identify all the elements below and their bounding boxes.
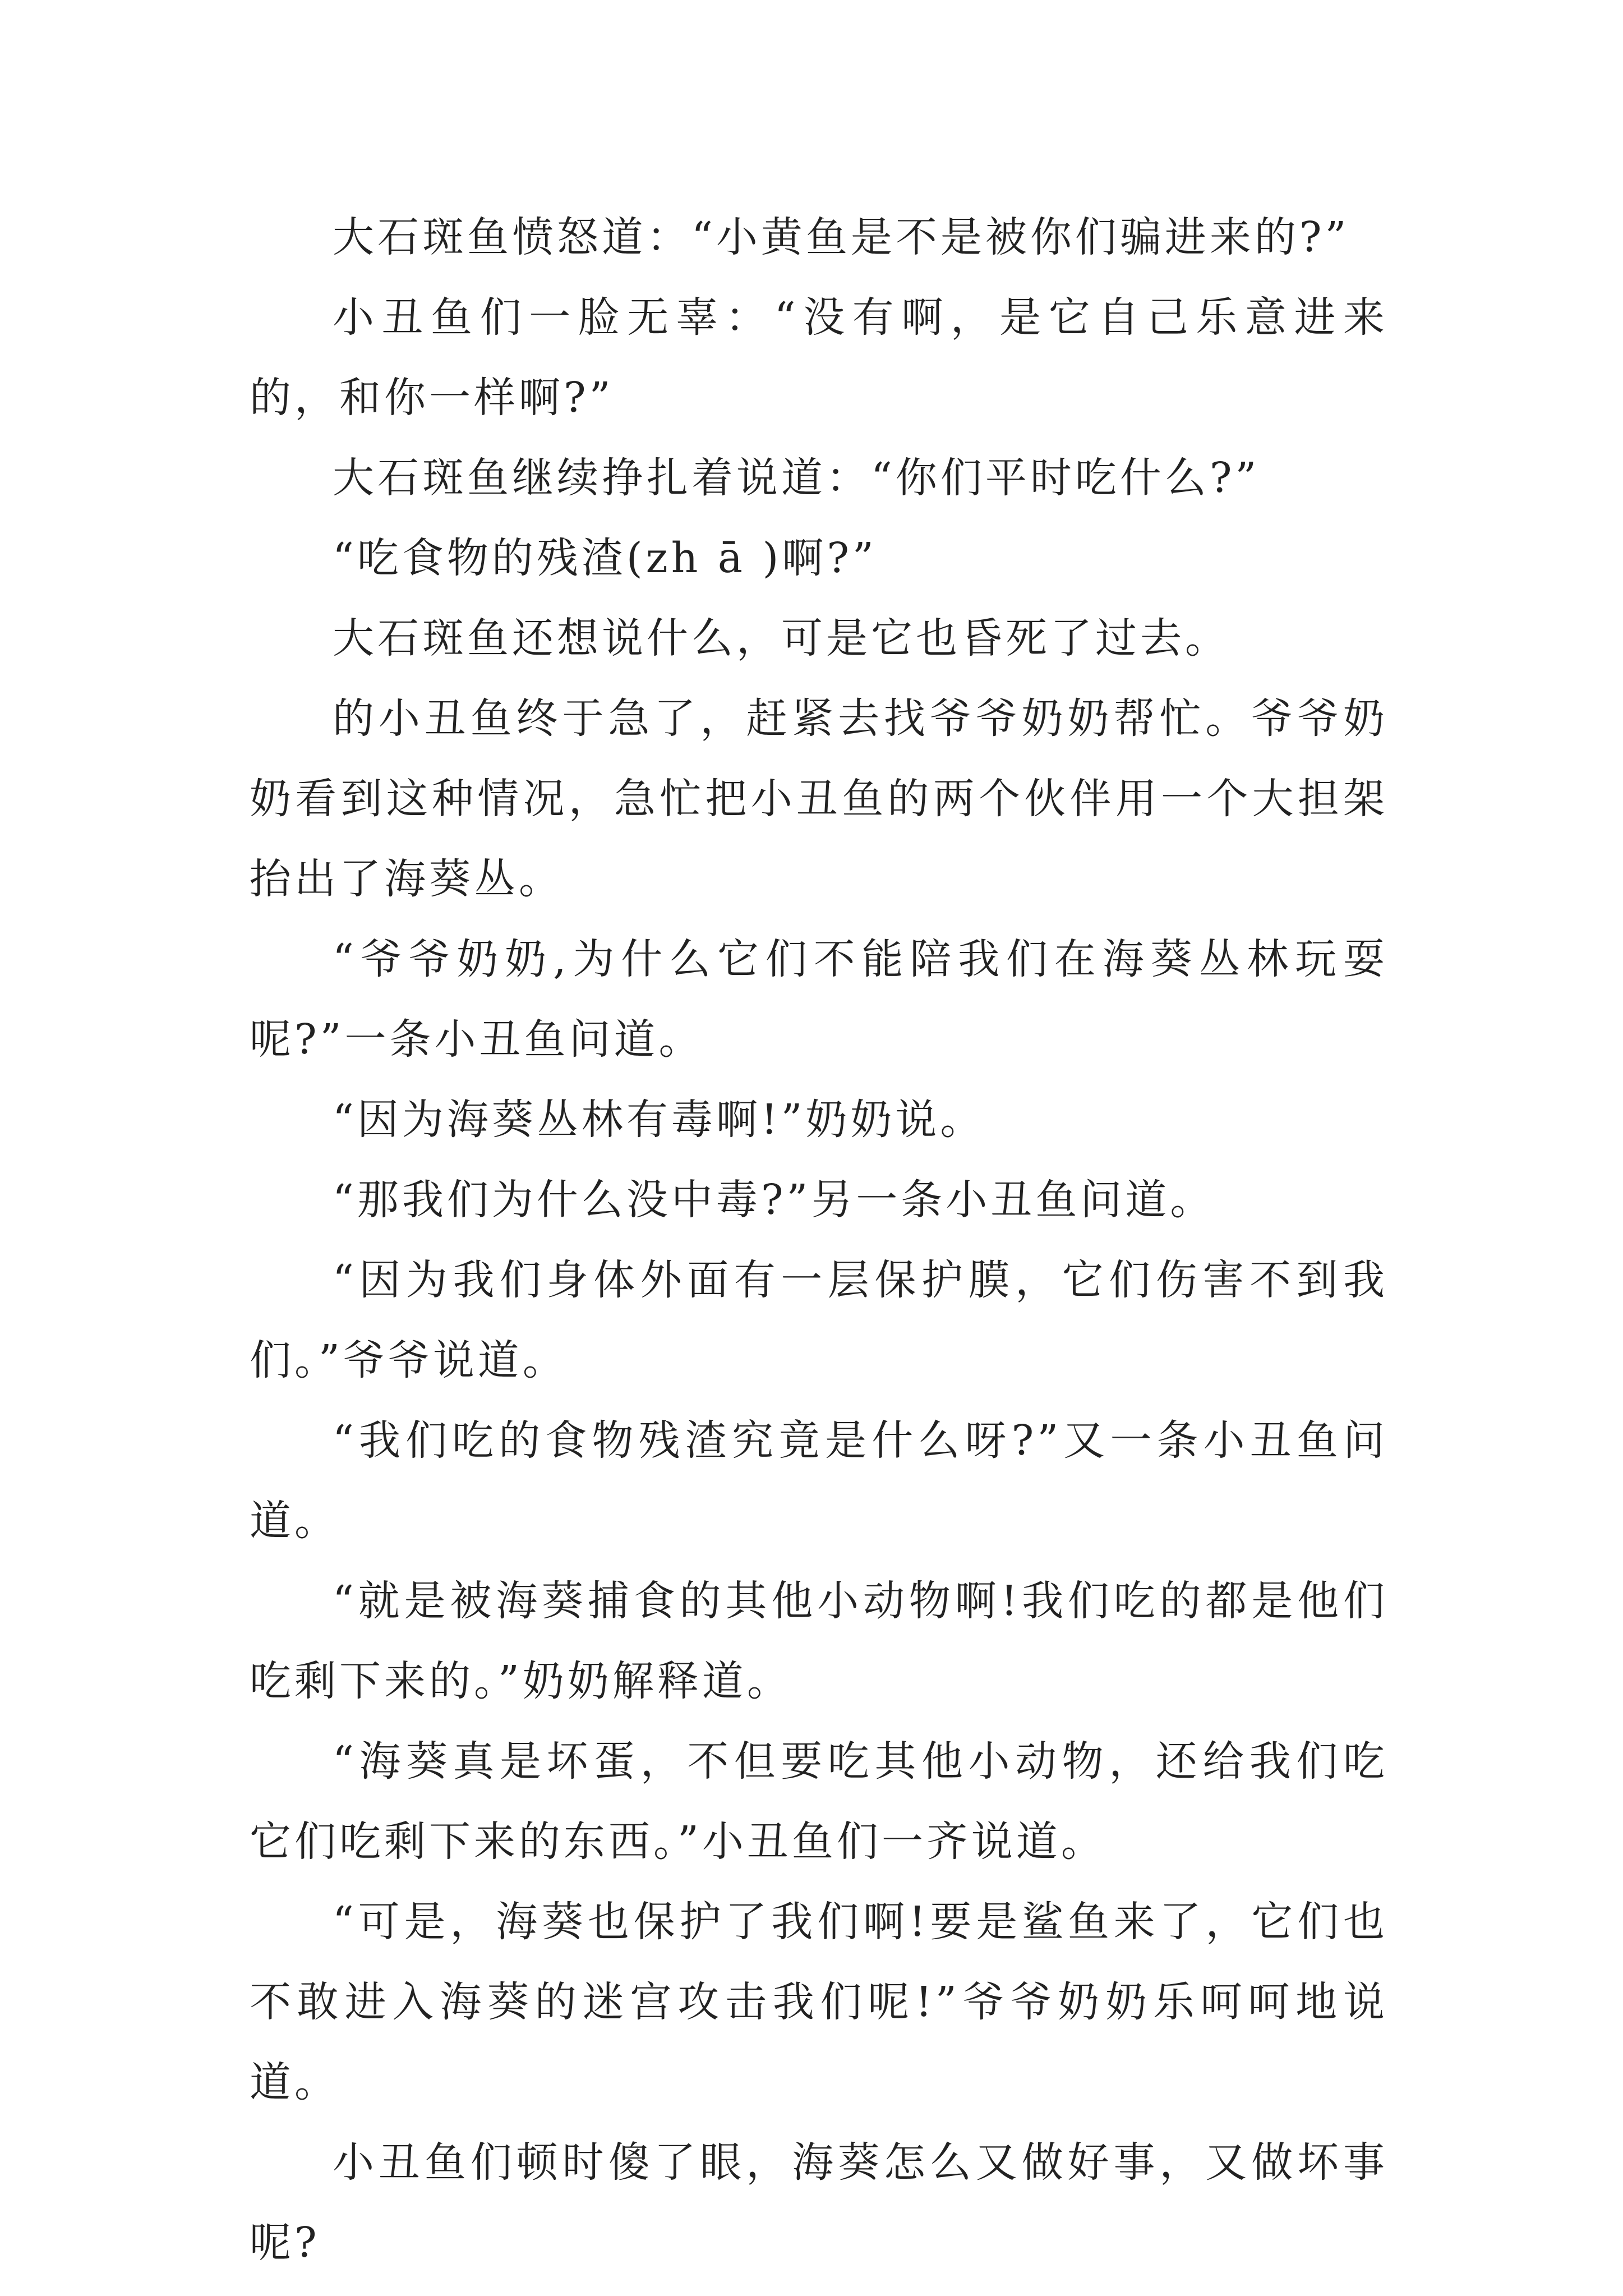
paragraph-6: 的小丑鱼终于急了，赶紧去找爷爷奶奶帮忙。爷爷奶奶看到这种情况，急忙把小丑鱼的两个伙伴用一个大担架抬出了海葵丛。 xyxy=(250,694,1388,903)
paragraph-7: “爷爷奶奶,为什么它们不能陪我们在海葵丛林玩耍呢?”一条小丑鱼问道。 xyxy=(250,935,1388,1064)
paragraph-14: “可是，海葵也保护了我们啊!要是鲨鱼来了，它们也不敢进入海葵的迷宫攻击我们呢!”爷爷奶奶乐呵呵地说道。 xyxy=(250,1898,1388,2106)
paragraph-4: “吃食物的残渣(zh ā )啊?” xyxy=(333,534,877,582)
paragraph-13: “海葵真是坏蛋，不但要吃其他小动物，还给我们吃它们吃剩下来的东西。”小丑鱼们一齐说道。 xyxy=(250,1737,1388,1866)
story-text xyxy=(250,197,1388,2283)
paragraph-12: “就是被海葵捕食的其他小动物啊!我们吃的都是他们吃剩下来的。”奶奶解释道。 xyxy=(250,1577,1388,1705)
paragraph-2: 小丑鱼们一脸无辜：“没有啊，是它自己乐意进来的，和你一样啊?” xyxy=(250,293,1388,422)
paragraph-10: “因为我们身体外面有一层保护膜，它们伤害不到我们。”爷爷说道。 xyxy=(250,1256,1388,1384)
paragraph-3: 大石斑鱼继续挣扎着说道：“你们平时吃什么?” xyxy=(333,454,1260,502)
paragraph-9: “那我们为什么没中毒?”另一条小丑鱼问道。 xyxy=(333,1176,1215,1224)
paragraph-11: “我们吃的食物残渣究竟是什么呀?”又一条小丑鱼问道。 xyxy=(250,1416,1388,1545)
paragraph-8: “因为海葵丛林有毒啊!”奶奶说。 xyxy=(333,1096,985,1144)
paragraph-1: 大石斑鱼愤怒道：“小黄鱼是不是被你们骗进来的?” xyxy=(333,213,1350,261)
paragraph-15: 小丑鱼们顿时傻了眼，海葵怎么又做好事，又做坏事呢? xyxy=(250,2138,1388,2267)
paragraph-5: 大石斑鱼还想说什么，可是它也昏死了过去。 xyxy=(333,614,1230,662)
